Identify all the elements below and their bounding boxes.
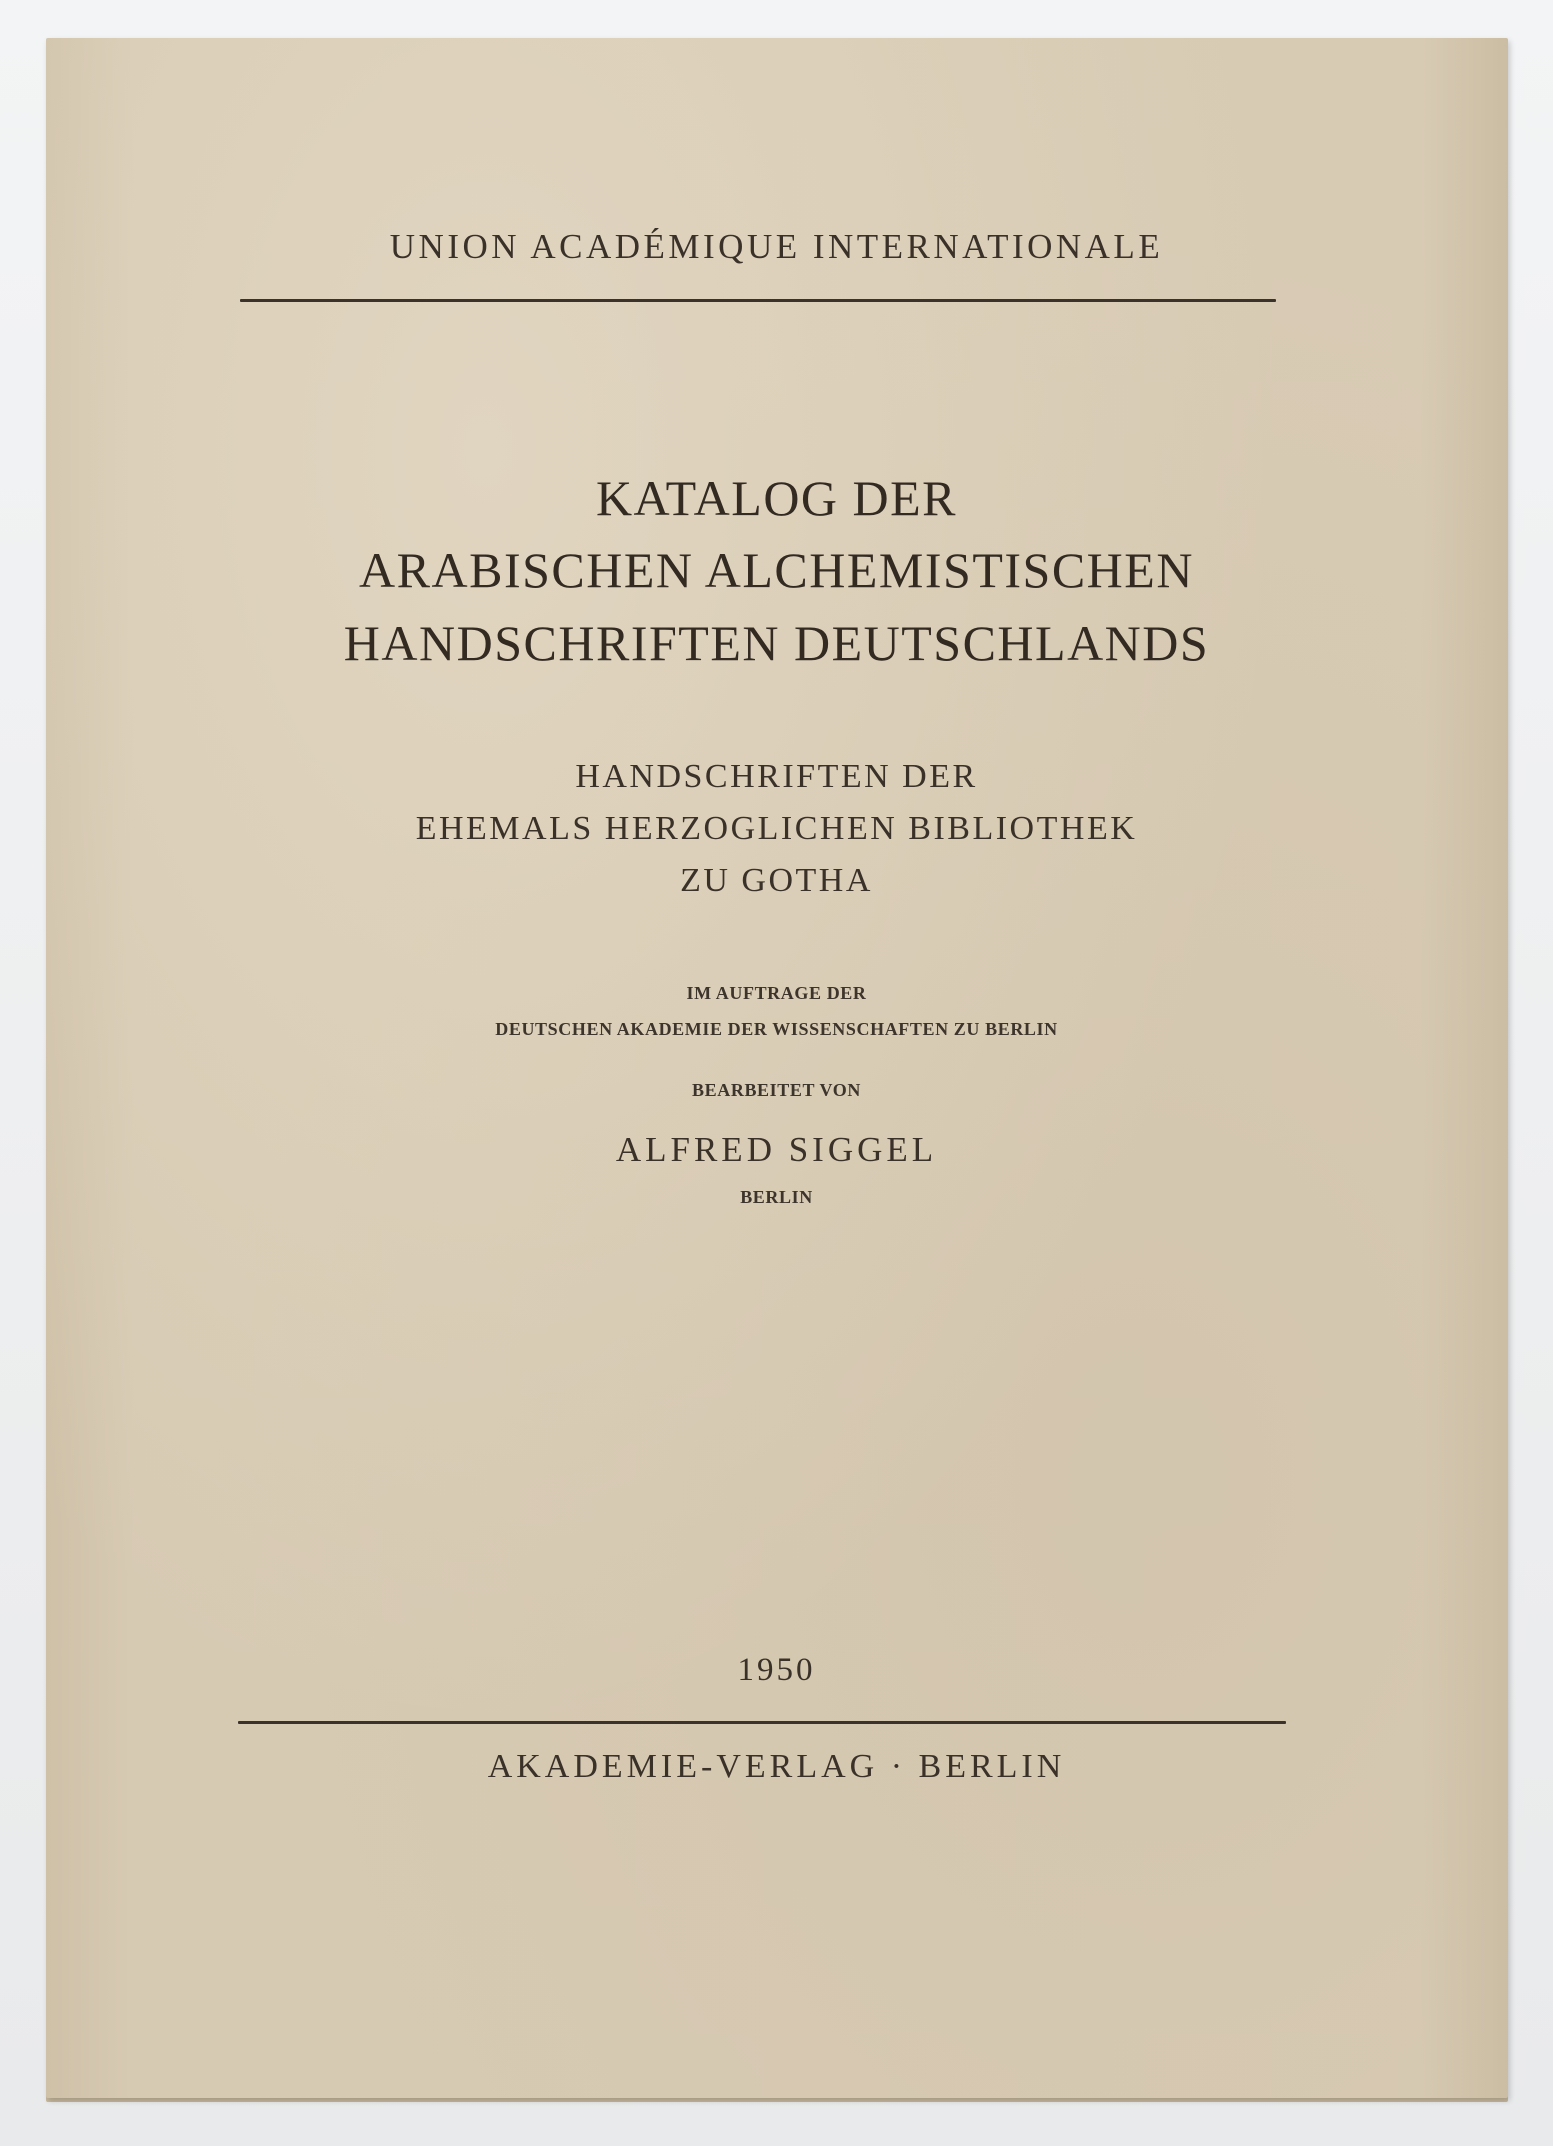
subtitle-line-1: HANDSCHRIFTEN DER: [575, 758, 978, 795]
series-name: UNION ACADÉMIQUE INTERNATIONALE: [389, 227, 1164, 266]
publication-year: 1950: [737, 1652, 816, 1688]
author-name: ALFRED SIGGEL: [615, 1130, 938, 1169]
title-line-1: KATALOG DER: [595, 470, 958, 526]
subtitle-line-2: EHEMALS HERZOGLICHEN BIBLIOTHEK: [415, 810, 1138, 847]
edited-by-label: BEARBEITET VON: [692, 1080, 861, 1100]
book-cover: [46, 38, 1508, 2098]
title-line-3: HANDSCHRIFTEN DEUTSCHLANDS: [343, 615, 1210, 671]
subtitle-line-3: ZU GOTHA: [680, 862, 873, 899]
commission-line-2: DEUTSCHEN AKADEMIE DER WISSENSCHAFTEN ZU BERLIN: [495, 1019, 1058, 1039]
author-city: BERLIN: [740, 1187, 813, 1207]
top-rule: [240, 299, 1276, 302]
publisher: AKADEMIE-VERLAG · BERLIN: [487, 1748, 1066, 1785]
bottom-rule: [238, 1721, 1286, 1724]
title-line-2: ARABISCHEN ALCHEMISTISCHEN: [359, 542, 1194, 598]
commission-line-1: IM AUFTRAGE DER: [686, 983, 867, 1003]
